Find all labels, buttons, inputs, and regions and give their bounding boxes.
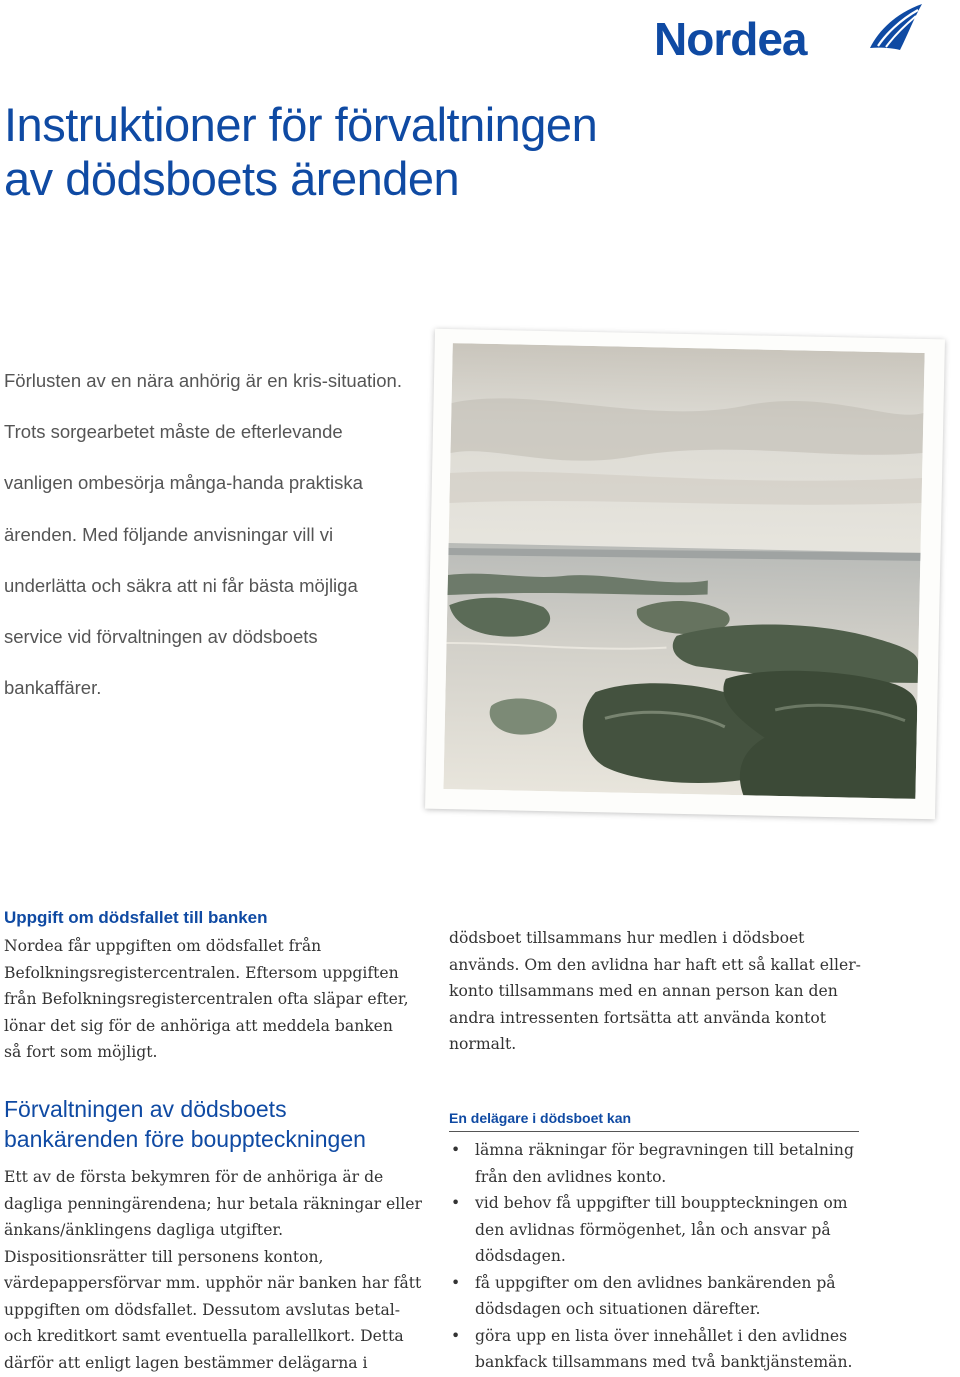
section-heading-death-notice: Uppgift om dödsfallet till banken xyxy=(4,908,268,927)
seascape-image xyxy=(443,343,924,799)
list-item: • få uppgifter om den avlidnes bankärenden på dödsdagen och situationen därefter. xyxy=(449,1270,869,1323)
nordea-sail-icon xyxy=(864,2,926,54)
list-item: • göra upp en lista över innehållet i den avlidnes bankfack tillsammans med två banktjänstemän. xyxy=(449,1323,869,1376)
section-heading-estate-management: Förvaltningen av dödsboets bankärenden före bouppteckningen xyxy=(4,1096,366,1152)
list-item: • vid behov få uppgifter till bouppteckningen om den avlidnas förmögenhet, lån och ansvar på dödsdagen. xyxy=(449,1190,869,1270)
shareholder-rights-list xyxy=(449,1137,869,1376)
box-heading: En delägare i dödsboet kan xyxy=(449,1110,859,1132)
page-title: Instruktioner för förvaltningen av dödsboets ärenden xyxy=(4,98,598,205)
column2-text: dödsboet tillsammans hur medlen i dödsboet används. Om den avlidna har haft ett så kallat eller-konto tillsammans med en annan person kan den andra intressenten fortsätta att använda kontot normalt. xyxy=(449,929,861,1053)
intro-text: Förlusten av en nära anhörig är en kris-situation. Trots sorgearbetet måste de efterlevande vanligen ombesörja många-handa praktiska ärenden. Med följande anvisningar vill vi underlätta och säkra att ni får bästa möjliga service vid förvaltningen av dödsboets bankaffärer. xyxy=(4,370,402,699)
logo-wordmark: Nordea xyxy=(654,13,807,65)
seascape-rocks-photo xyxy=(425,329,945,820)
nordea-logo xyxy=(654,2,926,64)
section-text-estate-management: Ett av de första bekymren för de anhöriga är de dagliga penningärendena; hur betala räkningar eller änkans/änklingens dagliga utgifter. Dispositionsrätter till personens konton, värdepappersförvar mm. upphör när banken har fått uppgiften om dödsfallet. Dessutom avslutas betal- och kreditkort samt eventuella parallellkort. Detta därför att enligt lagen bestämmer delägarna i xyxy=(4,1168,422,1372)
section-text-death-notice: Nordea får uppgiften om dödsfallet från Befolkningsregistercentralen. Eftersom uppgiften från Befolkningsregistercentralen ofta släpar efter, lönar det sig för de anhöriga att meddela banken så fort som möjligt. xyxy=(4,937,409,1061)
list-item: • lämna räkningar för begravningen till betalning från den avlidnes konto. xyxy=(449,1137,869,1190)
